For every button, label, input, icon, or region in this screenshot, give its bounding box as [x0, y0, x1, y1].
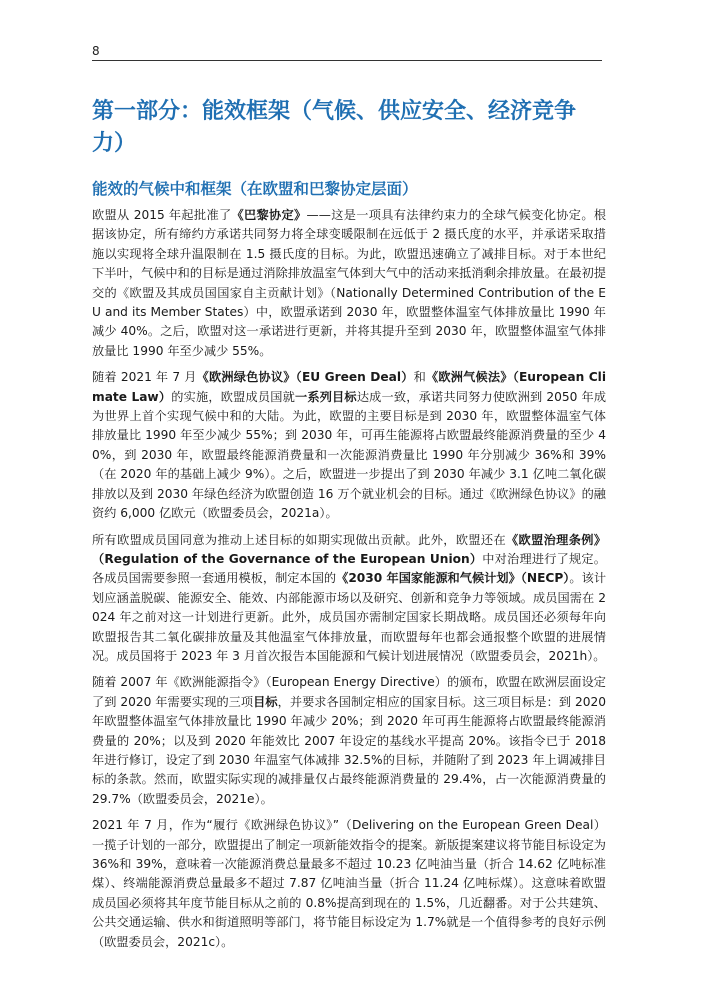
- paragraph-3-text: 所有欧盟成员国同意为推动上述目标的如期实现做出贡献。此外，欧盟还在: [92, 532, 506, 547]
- necp-emphasis: 《2030 年国家能源和气候计划》（NECP）: [336, 571, 570, 586]
- paragraph-5: [92, 816, 606, 952]
- paragraph-3-text: 中对治理进行了规定。各成员国需要参照一套通用模板，制定本国的: [92, 551, 606, 586]
- paragraph-2-text: 的实施，欧盟成员国就: [171, 389, 295, 404]
- paragraph-2: [92, 368, 606, 523]
- paragraph-1-text: 欧盟从 2015 年起批准了: [92, 208, 232, 222]
- paris-agreement-emphasis: 《巴黎协定》: [231, 208, 307, 222]
- paragraph-1: [92, 206, 606, 361]
- paragraph-2-text: 达成一致，承诺共同努力使欧洲到 2050 年成为世界上首个实现气候中和的大陆。为此，欧盟的主要目标是到 2030 年，欧盟整体温室气体排放量比 1990 年至少减少 55%；到 2030 年，可再生能源将占欧盟最终能源消费量的至少 40%，到 2030 年，欧盟最终能源消费量和一次能源消费量比 1990 年分别减少 36%和 39%（在 2020 年的基础上减少 9%）。之后，欧盟进一步提出了到 2030 年减少 3.1 亿吨二氧化碳排放以及到 2030 年绿色经济为欧盟创造 16 万个就业机会的目标。通过《欧洲绿色协议》的融资约 6,000 亿欧元（欧盟委员会，2021a）。: [92, 389, 607, 521]
- paragraph-1-text: ——这是一项具有法律约束力的全球气候变化协定。根据该协定，所有缔约方承诺共同努力将全球变暖限制在远低于 2 摄氏度的水平，并承诺采取措施以实现将全球升温限制在 1.5 摄氏度的目标。为此，欧盟迅速确立了减排目标。对于本世纪下半叶，气候中和的目标是通过消除排放温室气体到大气中的活动来抵消剩余排放量。在最初提交的《欧盟及其成员国国家自主贡献计划》（Nationally Determined Contribution of the EU and its Member States）中，欧盟承诺到 2030 年，欧盟整体温室气体排放量比 1990 年减少 40%。之后，欧盟对这一承诺进行更新，并将其提升至到 2030 年，欧盟整体温室气体排放量比 1990 年至少减少 55%。: [92, 208, 607, 358]
- header-rule: [92, 60, 602, 61]
- eu-green-deal-emphasis: 《欧洲绿色协议》（EU Green Deal）: [196, 370, 414, 385]
- paragraph-2-text: 和: [413, 370, 427, 385]
- section-heading: 能效的气候中和框架（在欧盟和巴黎协定层面）: [92, 180, 418, 198]
- body-text: [92, 206, 606, 959]
- paragraph-4-text: 随着 2007 年《欧洲能源指令》（European Energy Directive）的颁布，欧盟在欧洲层面设定了到 2020 年需要实现的三项: [92, 675, 606, 709]
- governance-regulation-emphasis: 《欧盟治理条例》（Regulation of the Governance of the European Union）: [92, 532, 607, 566]
- paragraph-4: [92, 673, 606, 809]
- european-climate-law-emphasis: 《欧洲气候法》（European Climate Law）: [92, 370, 606, 404]
- main-title: 第一部分：能效框架（气候、供应安全、经济竞争力）: [92, 99, 577, 156]
- paragraph-5-text: 2021 年 7 月，作为“履行《欧洲绿色协议》”（Delivering on the European Green Deal）一揽子计划的一部分，欧盟提出了制定一项新能效指令的提案。新版提案建议将节能目标设定为 36%和 39%，意味着一次能源消费总量最多不超过 10.23 亿吨油当量（折合 14.62 亿吨标准煤）、终端能源消费总量最多不超过 7.87 亿吨油当量（折合 11.24 亿吨标煤）。这意味着欧盟成员国必须将其年度节能目标从之前的 0.8%提高到现在的 1.5%，几近翻番。对于公共建筑、公共交通运输、供水和街道照明等部门，将节能目标设定为 1.7%就是一个值得参考的良好示例（欧盟委员会，2021c）。: [92, 818, 606, 949]
- paragraph-3-text: 。该计划应涵盖脱碳、能源安全、能效、内部能源市场以及研究、创新和竞争力等领域。成员国需在 2024 年之前对这一计划进行更新。此外，成员国亦需制定国家长期战略。成员国还必须每年向欧盟报告其二氧化碳排放量及其他温室气体排放量，而欧盟每年也都会通报整个欧盟的进展情况。成员国将于 2023 年 3 月首次报告本国能源和气候计划进展情况（欧盟委员会，2021h）。: [92, 571, 607, 663]
- paragraph-4-text: ，并要求各国制定相应的国家目标。这三项目标是：到 2020 年欧盟整体温室气体排放量比 1990 年减少 20%；到 2020 年可再生能源将占欧盟最终能源消费量的 20%；以及到 2020 年能效比 2007 年设定的基线水平提高 20%。该指令已于 2018 年进行修订，设定了到 2030 年温室气体减排 32.5%的目标，并随附了到 2023 年上调减排目标的条款。然而，欧盟实际实现的减排量仅占最终能源消费量的 29.4%，占一次能源消费量的 29.7%（欧盟委员会，2021e）。: [92, 694, 607, 806]
- page-number: 8: [92, 44, 100, 58]
- paragraph-3: [92, 531, 606, 667]
- paragraph-2-text: 随着 2021 年 7 月: [92, 370, 197, 385]
- targets-emphasis: 一系列目标: [294, 389, 357, 404]
- goals-emphasis: 目标: [253, 694, 278, 709]
